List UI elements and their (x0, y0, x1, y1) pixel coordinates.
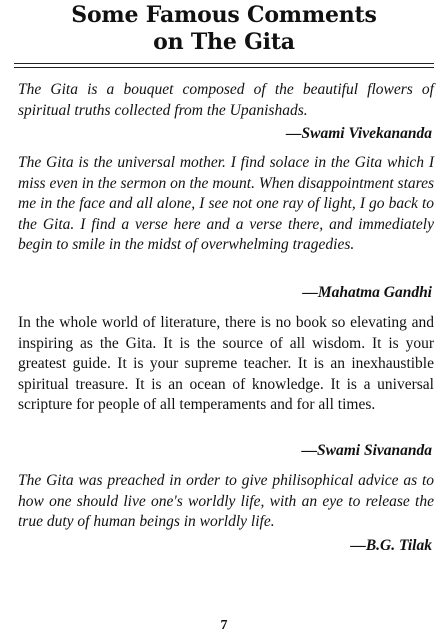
page-title (0, 2, 448, 56)
quote-sivananda: In the whole world of literature, there is no book so elevating and inspiring as the Gita. It is the source of all wisdom. It is your greatest guide. It is your supreme teacher. It is an inexhaustible spiritual treasure. It is an ocean of knowledge. It is a universal scripture for people of all temperaments and for all times. (18, 314, 434, 413)
author-tilak: —B.G. Tilak (350, 537, 432, 554)
title-rule-top (14, 63, 434, 64)
title-rule-bottom (14, 67, 434, 68)
quote-vivekananda: The Gita is a bouquet composed of the beautiful flowers of spiritual truths collected from the Upanishads. (18, 81, 434, 119)
page-title-line-2: on The Gita (153, 29, 295, 55)
quote-gandhi: The Gita is the universal mother. I find solace in the Gita which I miss even in the sermon on the mount. When disappointment stares me in the face and all alone, I see not one ray of light, I go back to the Gita. I find a verse here and a verse there, and immediately begin to smile in the midst of overwhelming tragedies. (18, 154, 434, 253)
page-title-line-1: Some Famous Comments (71, 2, 377, 28)
author-sivananda: —Swami Sivananda (301, 442, 432, 459)
page-number: 7 (220, 618, 228, 633)
quote-tilak: The Gita was preached in order to give philisophical advice as to how one should live one's worldly life, with an eye to release the true duty of human beings in worldly life. (18, 472, 434, 530)
author-vivekananda: —Swami Vivekananda (286, 125, 432, 142)
author-gandhi: —Mahatma Gandhi (302, 284, 432, 301)
